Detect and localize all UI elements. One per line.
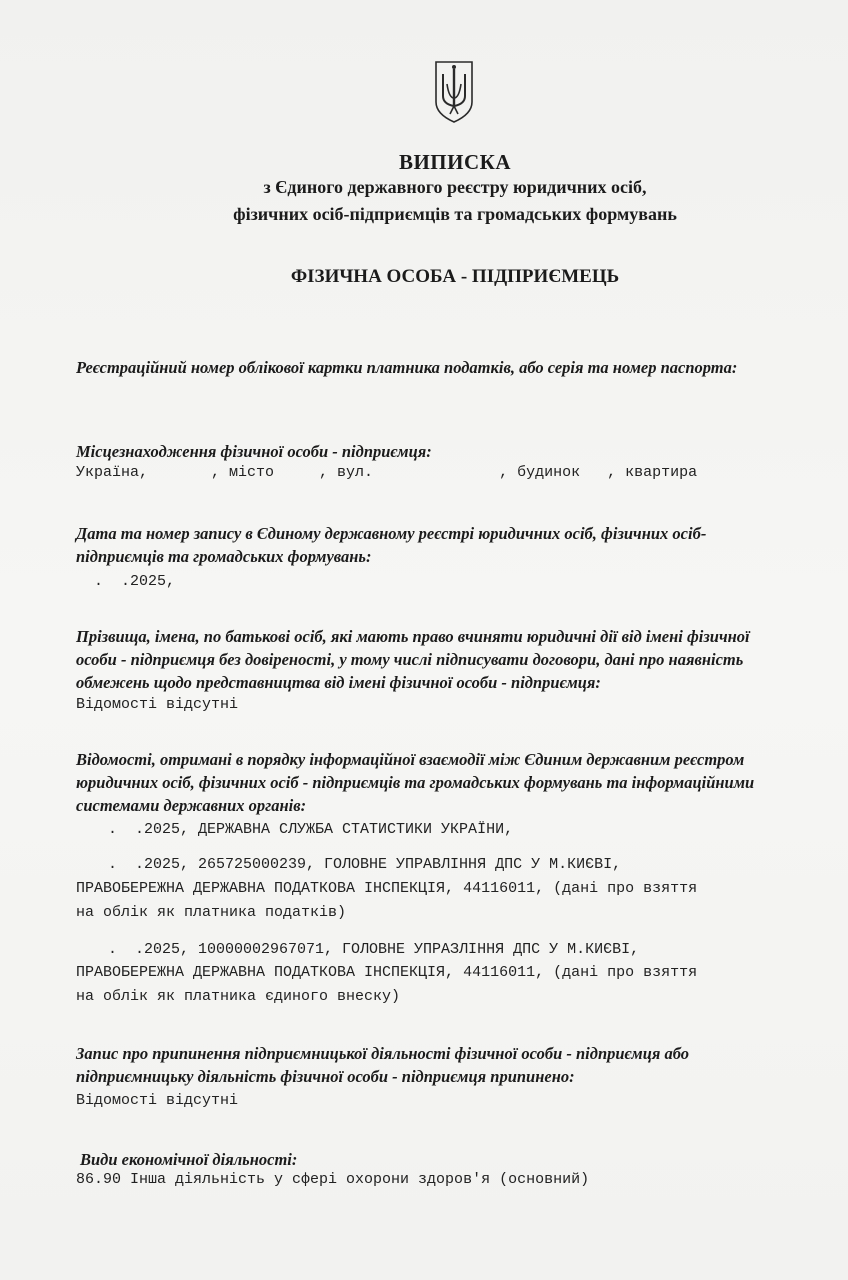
tax-id-label: Реєстраційний номер облікової картки платника податків, або серія та номер паспорта:: [76, 358, 738, 377]
activities-value: 86.90 Інша діяльність у сфері охорони здоров'я (основний): [76, 1171, 590, 1188]
document-subtitle-line1: з Єдиного державного реєстру юридичних осіб,: [263, 177, 647, 197]
document-title: ВИПИСКА: [398, 150, 512, 174]
location-value: Україна, , місто , вул. , будинок , квартира: [76, 464, 698, 481]
interaction-entry2-line3: на облік як платника податків): [76, 904, 347, 921]
representatives-value: Відомості відсутні: [76, 696, 239, 713]
representatives-label-line2: особи - підприємця без довіреності, у тому числі підписувати договори, дані про наявність: [76, 650, 744, 669]
interaction-label-line1: Відомості, отримані в порядку інформаційної взаємодії між Єдиним державним реєстром: [76, 750, 745, 769]
document-subtitle-line2: фізичних осіб-підприємців та громадських формувань: [233, 204, 677, 224]
document-type-heading: ФІЗИЧНА ОСОБА - ПІДПРИЄМЕЦЬ: [290, 266, 620, 287]
trident-coat-of-arms-icon: [433, 60, 475, 124]
termination-label-line1: Запис про припинення підприємницької діяльності фізичної особи - підприємця або: [76, 1044, 690, 1063]
representatives-label-line1: Прізвища, імена, по батькові осіб, які мають право вчиняти юридичні дії від імені фізичної: [76, 627, 750, 646]
interaction-entry3-line3: на облік як платника єдиного внеску): [76, 988, 401, 1005]
record-value: . .2025,: [76, 573, 176, 590]
interaction-label-line3: системами державних органів:: [76, 796, 307, 815]
interaction-entry1: . .2025, ДЕРЖАВНА СЛУЖБА СТАТИСТИКИ УКРАЇНИ,: [90, 821, 514, 838]
termination-value: Відомості відсутні: [76, 1092, 239, 1109]
interaction-entry2-line1: . .2025, 265725000239, ГОЛОВНЕ УПРАВЛІННЯ ДПС У М.КИЄВІ,: [90, 856, 622, 873]
record-label-line1: Дата та номер запису в Єдиному державному реєстрі юридичних осіб, фізичних осіб-: [76, 524, 707, 543]
location-label: Місцезнаходження фізичної особи - підприємця:: [76, 442, 432, 461]
interaction-entry3-line2: ПРАВОБЕРЕЖНА ДЕРЖАВНА ПОДАТКОВА ІНСПЕКЦІЯ, 44116011, (дані про взяття: [76, 964, 698, 981]
record-label-line2: підприємців та громадських формувань:: [76, 547, 372, 566]
interaction-entry2-line2: ПРАВОБЕРЕЖНА ДЕРЖАВНА ПОДАТКОВА ІНСПЕКЦІЯ, 44116011, (дані про взяття: [76, 880, 698, 897]
activities-label: Види економічної діяльності:: [80, 1150, 298, 1169]
interaction-entry3-line1: . .2025, 10000002967071, ГОЛОВНЕ УПРАЗЛІННЯ ДПС У М.КИЄВІ,: [90, 941, 640, 958]
termination-label-line2: підприємницьку діяльність фізичної особи - підприємця припинено:: [76, 1067, 575, 1086]
interaction-label-line2: юридичних осіб, фізичних осіб - підприємців та громадських формувань та інформаційними: [76, 773, 755, 792]
representatives-label-line3: обмежень щодо представництва від імені фізичної особи - підприємця:: [76, 673, 601, 692]
